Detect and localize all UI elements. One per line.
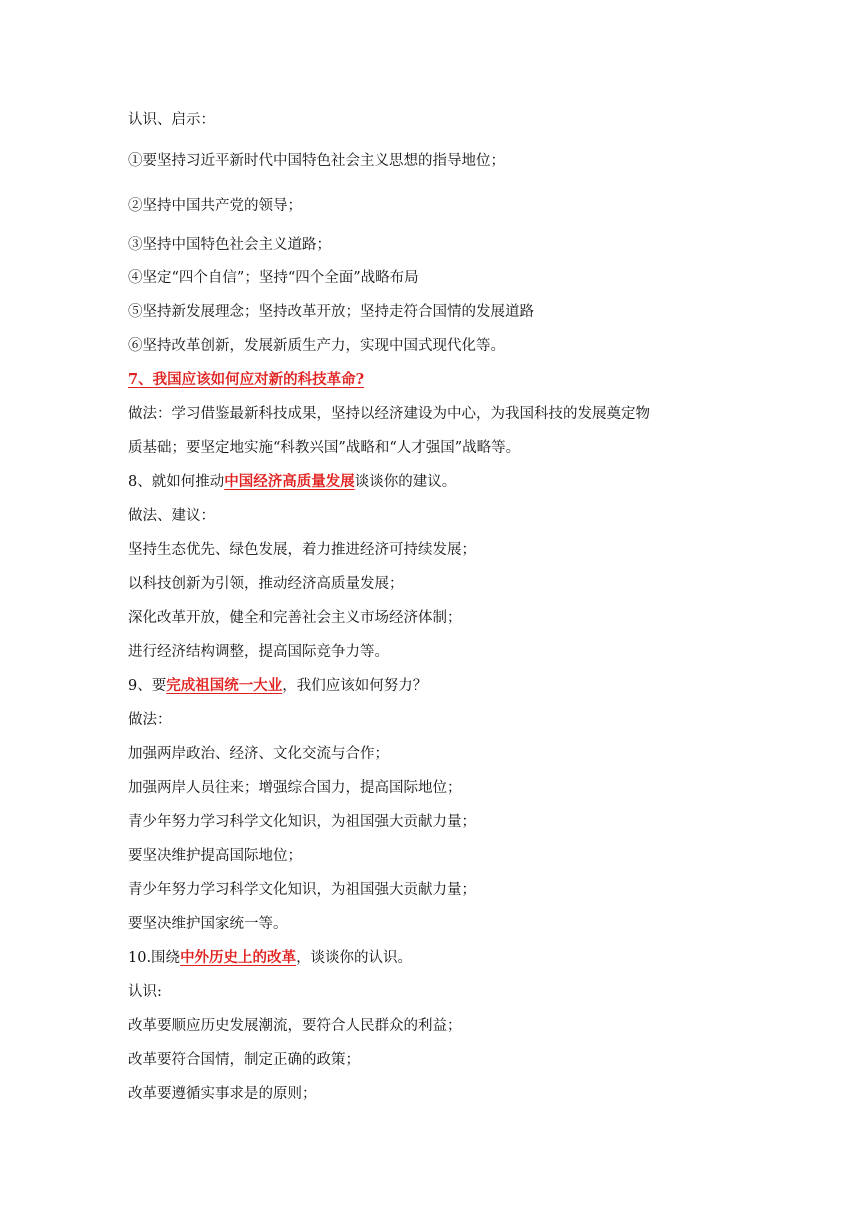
section-heading: 认识: (128, 984, 162, 1000)
question-8-heading (128, 472, 456, 492)
list-item: 坚持生态优先、绿色发展，着力推进经济可持续发展； (128, 542, 476, 558)
list-item: 改革要顺应历史发展潮流，要符合人民群众的利益； (128, 1018, 462, 1034)
list-item: 加强两岸人员往来；增强综合国力，提高国际地位； (128, 780, 462, 796)
list-item: 要坚决维护国家统一等。 (128, 916, 288, 932)
section-heading: 做法、建议： (128, 508, 215, 524)
question-7-heading: 7、我国应该如何应对新的科技革命? (128, 371, 365, 388)
list-item: ④坚定“四个自信”；坚持“四个全面”战略布局 (128, 270, 419, 286)
paragraph-line: 质基础；要坚定地实施“科教兴国”战略和“人才强国”战略等。 (128, 440, 521, 456)
list-item: ②坚持中国共产党的领导； (128, 198, 302, 214)
list-item: 青少年努力学习科学文化知识，为祖国强大贡献力量； (128, 882, 476, 898)
list-item: ①要坚持习近平新时代中国特色社会主义思想的指导地位； (128, 153, 505, 169)
list-item: 改革要符合国情，制定正确的政策； (128, 1052, 360, 1068)
list-item: 改革要遵循实事求是的原则； (128, 1086, 317, 1102)
paragraph-line: 做法：学习借鉴最新科技成果，坚持以经济建设为中心，为我国科技的发展奠定物 (128, 406, 650, 422)
question-8-prefix: 8、就如何推动 (128, 474, 225, 490)
question-9-suffix: ，我们应该如何努力？ (282, 678, 428, 694)
list-item: 要坚决维护提高国际地位； (128, 848, 302, 864)
list-item: 青少年努力学习科学文化知识，为祖国强大贡献力量； (128, 814, 476, 830)
question-9-prefix: 9、要 (128, 678, 167, 694)
question-10-prefix: 10.围绕 (128, 950, 181, 966)
list-item: ⑥坚持改革创新，发展新质生产力，实现中国式现代化等。 (128, 338, 505, 354)
list-item: ③坚持中国特色社会主义道路； (128, 237, 331, 253)
list-item: 进行经济结构调整，提高国际竞争力等。 (128, 644, 389, 660)
question-9-heading (128, 676, 427, 696)
list-item: 深化改革开放，健全和完善社会主义市场经济体制； (128, 610, 462, 626)
list-item: 加强两岸政治、经济、文化交流与合作； (128, 746, 389, 762)
list-item: 以科技创新为引领，推动经济高质量发展； (128, 576, 404, 592)
question-10-suffix: ，谈谈你的认识。 (296, 950, 413, 966)
question-9-highlight: 完成祖国统一大业 (166, 677, 283, 694)
list-item: ⑤坚持新发展理念；坚持改革开放；坚持走符合国情的发展道路 (128, 304, 534, 320)
section-heading-insights: 认识、启示： (128, 112, 215, 128)
question-8-highlight: 中国经济高质量发展 (224, 473, 355, 490)
question-10-highlight: 中外历史上的改革 (180, 949, 297, 966)
question-10-heading (128, 948, 412, 968)
question-8-suffix: 谈谈你的建议。 (354, 474, 457, 490)
section-heading: 做法： (128, 712, 172, 728)
